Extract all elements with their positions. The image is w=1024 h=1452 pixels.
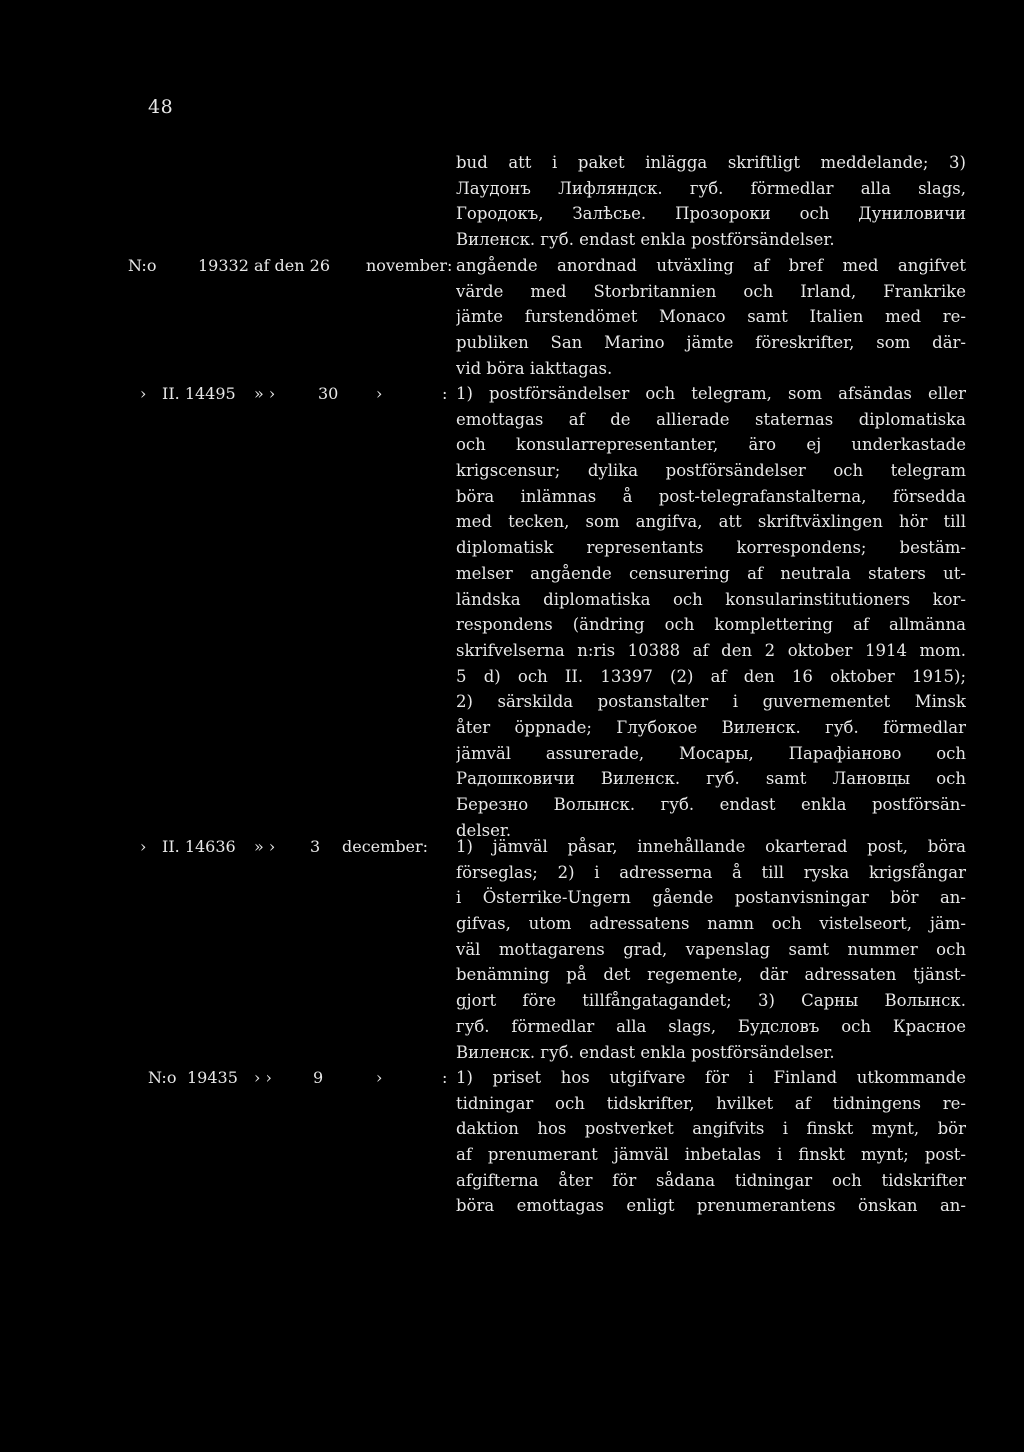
text-line: melser angående censurering af neutrala staters ut- [456, 563, 966, 583]
text-line: 1) priset hos utgifvare för i Finland utkommande [456, 1068, 966, 1087]
entry-text [456, 253, 966, 381]
text-line: 2) särskilda postanstalter i guvernementet Minsk [456, 692, 966, 712]
text-line: krigscensur; dylika postförsändelser och telegram [456, 461, 966, 481]
entry-month: › [376, 1068, 383, 1087]
text-line: gifvas, utom adressatens namn och vistelseort, jäm- [456, 914, 966, 934]
text-line: Городокъ, Залѣсье. Прозороки och Дуниловичи [456, 204, 966, 224]
entry-colon: : [442, 1068, 448, 1087]
text-line: 5 d) och II. 13397 (2) af den 16 oktober 1915); [456, 666, 966, 686]
entry-day: 30 [318, 384, 339, 403]
text-line: benämning på det regemente, där adressaten tjänst- [456, 965, 966, 985]
page-number: 48 [148, 96, 174, 118]
text-line: delser. [456, 820, 512, 840]
entry-number: II. 14636 [162, 837, 236, 856]
text-line: Лаудонъ Лифляндск. губ. förmedlar alla slags, [456, 178, 966, 198]
entry-month: december: [342, 837, 429, 856]
text-line: Виленск. губ. endast enkla postförsändelser. [456, 230, 835, 250]
text-line: afgifterna åter för sådana tidningar och tidskrifter [456, 1170, 966, 1190]
text-line: ländska diplomatiska och konsularinstitutioners kor- [456, 589, 966, 609]
text-line: åter öppnade; Глубокое Виленск. губ. förmedlar [456, 717, 966, 737]
entry-prefix: › [140, 837, 147, 856]
text-line: vid böra iakttagas. [456, 358, 613, 378]
text-line: angående anordnad utväxling af bref med angifvet [456, 256, 966, 275]
text-line: 1) postförsändelser och telegram, som afsändas eller [456, 384, 966, 403]
text-line: publiken San Marino jämte föreskrifter, som där- [456, 333, 966, 353]
entry-day: 9 [313, 1068, 324, 1087]
text-line: jämväl assurerade, Мосары, Парафіаново och [456, 743, 966, 763]
entry-number: 19435 [187, 1068, 238, 1087]
entry-ditto-mark: » › [254, 837, 276, 856]
text-line: губ. förmedlar alla slags, Будсловъ och Красное [456, 1016, 966, 1036]
entry-number: 19332 af den 26 [198, 256, 330, 275]
text-line: emottagas af de allierade staternas diplomatiska [456, 409, 966, 429]
text-line: 1) jämväl påsar, innehållande okarterad post, böra [456, 837, 966, 856]
text-line: förseglas; 2) i adresserna å till ryska krigsfångar [456, 862, 966, 882]
text-line: Березно Волынск. губ. endast enkla postförsän- [456, 795, 966, 814]
entry-prefix: N:o [148, 1068, 177, 1087]
entry-text [456, 1065, 966, 1219]
text-line: Виленск. губ. endast enkla postförsändelser. [456, 1042, 835, 1062]
entry-text [456, 381, 966, 843]
entry-ditto-mark: » › [254, 384, 276, 403]
text-line: jämte furstendömet Monaco samt Italien med re- [456, 307, 966, 327]
entry-prefix: N:o [128, 256, 157, 275]
entry-prefix: › [140, 384, 147, 403]
text-line: af prenumerant jämväl inbetalas i finskt mynt; post- [456, 1145, 966, 1165]
entry-reference [0, 381, 456, 407]
text-line: bud att i paket inlägga skriftligt meddelande; 3) [456, 153, 966, 172]
entry-month: › [376, 384, 383, 403]
text-line: värde med Storbritannien och Irland, Frankrike [456, 281, 966, 301]
entry-number: II. 14495 [162, 384, 236, 403]
text-line: med tecken, som angifva, att skriftväxlingen hör till [456, 512, 966, 532]
text-line: böra inlämnas å post-telegrafanstalterna, försedda [456, 486, 966, 506]
text-line: Радошковичи Виленск. губ. samt Лановцы och [456, 769, 966, 789]
text-line: och konsularrepresentanter, äro ej underkastade [456, 435, 966, 455]
text-line: respondens (ändring och komplettering af allmänna [456, 615, 966, 635]
entry-text [456, 834, 966, 1065]
entry-ditto-mark: › › [254, 1068, 272, 1087]
text-line: tidningar och tidskrifter, hvilket af tidningens re- [456, 1093, 966, 1113]
text-line: skrifvelserna n:ris 10388 af den 2 oktober 1914 mom. [456, 640, 966, 660]
text-line: böra emottagas enligt prenumerantens önskan an- [456, 1196, 966, 1216]
entry-reference [0, 253, 456, 279]
entry-reference [0, 834, 456, 860]
entry-day: 3 [310, 837, 321, 856]
text-line: daktion hos postverket angifvits i finskt mynt, bör [456, 1119, 966, 1139]
entry-colon: : [442, 384, 448, 403]
text-line: diplomatisk representants korrespondens; bestäm- [456, 538, 966, 558]
text-line: i Österrike-Ungern gående postanvisningar bör an- [456, 888, 966, 908]
intro-paragraph [456, 150, 966, 253]
entry-month: november: [366, 256, 453, 275]
text-line: gjort före tillfångatagandet; 3) Сарны Волынск. [456, 991, 966, 1011]
entry-reference [0, 1065, 456, 1091]
text-line: väl mottagarens grad, vapenslag samt nummer och [456, 939, 966, 959]
